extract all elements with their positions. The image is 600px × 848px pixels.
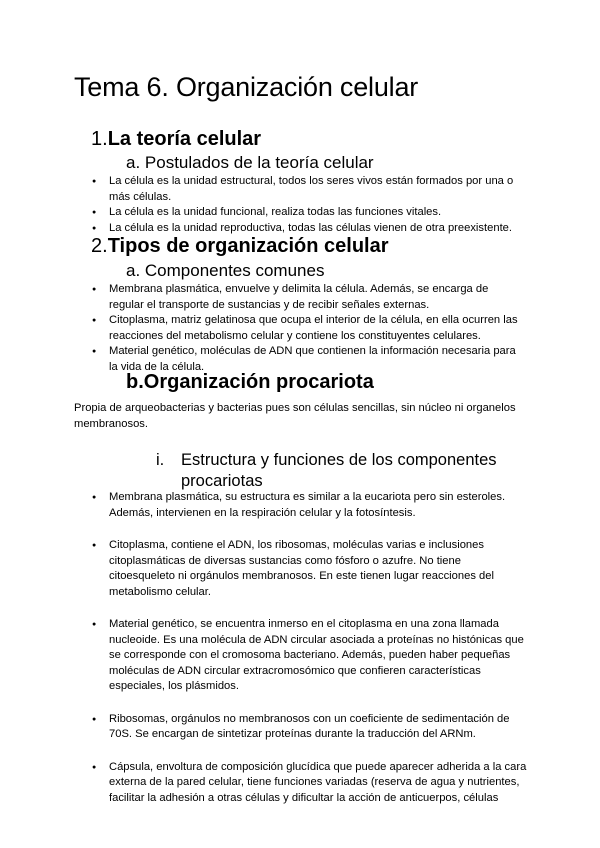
list-item: ● Citoplasma, contiene el ADN, los ribosomas, moléculas varias e inclusiones citoplasmáticas de diversas sustancias como fósforo o azufre. No tiene citoesqueleto ni orgánulos membranosos. En este tienen lugar reacciones del metabolismo celular. [92,538,528,600]
list-item: ● Cápsula, envoltura de composición glucídica que puede aparecer adherida a la cara externa de la pared celular, tiene funciones variadas (reserva de agua y nutrientes, facilitar la adhesión a otras células y dificultar la acción de anticuerpos, células [92,760,528,807]
list-item: ● Material genético, se encuentra inmerso en el citoplasma en una zona llamada nucleoide. Es una molécula de ADN circular asociada a proteínas no histónicas que se corresponde con el cromosoma bacteriano. Además, pueden haber pequeñas moléculas de ADN circular extracromosómico que confieren características especiales, los plásmidos. [92,617,528,695]
list-item: ● Ribosomas, orgánulos no membranosos con un coeficiente de sedimentación de 70S. Se encargan de sintetizar proteínas durante la traducción del ARNm. [92,712,528,743]
section-2b-number: b. [126,371,144,393]
section-2b-heading [126,371,374,394]
section-2bi-title: Estructura y funciones de los componentes procariotas [181,451,497,490]
section-2b-paragraph: Propia de arqueobacterias y bacterias pues son células sencillas, sin núcleo ni organelos membranosos. [74,402,516,430]
section-2b-title: Organización procariota [143,371,374,393]
section-2bi-heading [156,450,511,492]
section-2-heading [91,235,389,258]
section-1a-bullet-list [92,174,522,236]
section-2bi-bullet-list [92,490,528,823]
list-item: ● La célula es la unidad reproductiva, todas las células vienen de otra preexistente. [92,221,522,237]
section-1-heading [91,128,261,151]
list-item: ● La célula es la unidad funcional, realiza todas las funciones vitales. [92,205,522,221]
section-1-number: 1. [91,128,108,150]
section-2bi-number: i. [156,451,165,469]
document-title: Tema 6. Organización celular [74,72,419,102]
list-item: ● La célula es la unidad estructural, todos los seres vivos están formados por una o más células. [92,174,522,205]
section-2a-bullet-list [92,282,524,375]
list-item: ● Membrana plasmática, su estructura es similar a la eucariota pero sin esteroles. Además, intervienen en la respiración celular y la fotosíntesis. [92,490,528,521]
section-2a-heading: a. Componentes comunes [126,261,325,280]
section-2-title: Tipos de organización celular [107,235,389,257]
list-item: ● Material genético, moléculas de ADN que contienen la información necesaria para la vida de la célula. [92,344,524,375]
list-item: ● Citoplasma, matriz gelatinosa que ocupa el interior de la célula, en ella ocurren las reacciones del metabolismo celular y contiene los constituyentes celulares. [92,313,524,344]
list-item: ● Membrana plasmática, envuelve y delimita la célula. Además, se encarga de regular el transporte de sustancias y de recibir señales externas. [92,282,524,313]
section-2-number: 2. [91,235,108,257]
section-1a-heading: a. Postulados de la teoría celular [126,153,374,172]
section-1-title: La teoría celular [107,128,262,150]
